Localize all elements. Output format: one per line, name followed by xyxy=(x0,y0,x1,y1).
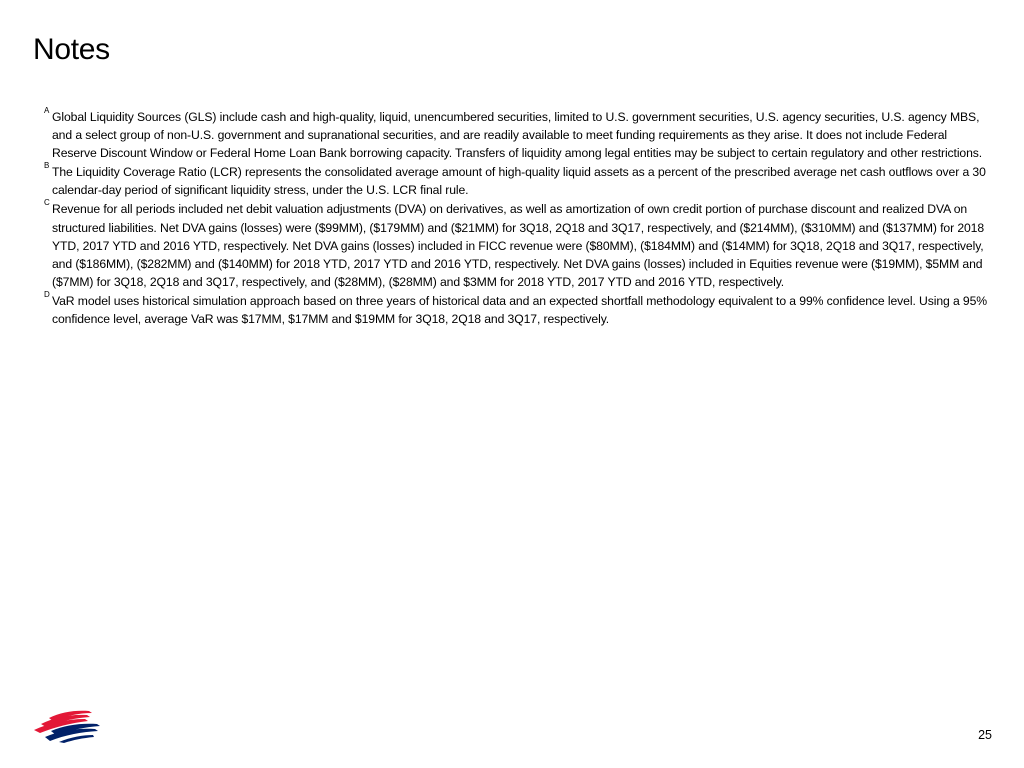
page-number: 25 xyxy=(978,728,992,742)
note-c xyxy=(44,200,989,290)
notes-list xyxy=(44,108,989,329)
note-text: VaR model uses historical simulation approach based on three years of historical data and an expected shortfall methodology equivalent to a 99% confidence level. Using a 95% confidence level, average VaR was $17MM, $17MM and $19MM for 3Q18, 2Q18 and 3Q17, respectively. xyxy=(52,293,988,327)
note-a xyxy=(44,108,989,162)
note-marker: B xyxy=(44,161,50,171)
note-marker: C xyxy=(44,198,50,208)
note-marker: D xyxy=(44,289,50,299)
note-marker: A xyxy=(44,106,50,115)
note-text: The Liquidity Coverage Ratio (LCR) represents the consolidated average amount of high-quality liquid assets as a percent of the prescribed average net cash outflows over a 30 calendar-day period of significant liquidity stress, under the U.S. LCR final rule. xyxy=(52,165,986,198)
note-d xyxy=(44,289,989,328)
note-text: Global Liquidity Sources (GLS) include cash and high-quality, liquid, unencumbered securities, limited to U.S. government securities, U.S. agency securities, U.S. agency MBS, and a select group of non-U.S. government and supranational securities, and are readily available to meet funding requirements as they arise. It does not include Federal Reserve Discount Window or Federal Home Loan Bank borrowing capacity. Transfers of liquidity among legal entities may be subject to certain regulatory and other restrictions. xyxy=(52,110,983,161)
note-text: Revenue for all periods included net debit valuation adjustments (DVA) on derivatives, as well as amortization of own credit portion of purchase discount and realized DVA on structured liabilities. Net DVA gains (losses) were ($99MM), ($179MM) and ($21MM) for 3Q18, 2Q18 and 3Q17, respectively, and ($214MM), ($310MM) and ($137MM) for 2018 YTD, 2017 YTD and 2016 YTD, respectively. Net DVA gains (losses) included in FICC revenue were ($80MM), ($184MM) and ($14MM) for 3Q18, 2Q18 and 3Q17, respectively, and ($186MM), ($282MM) and ($140MM) for 2018 YTD, 2017 YTD and 2016 YTD, respectively. Net DVA gains (losses) included in Equities revenue were ($19MM), $5MM and ($7MM) for 3Q18, 2Q18 and 3Q17, respectively, and ($28MM), ($28MM) and $3MM for 2018 YTD, 2017 YTD and 2016 YTD, respectively. xyxy=(52,202,985,289)
page-title: Notes xyxy=(33,33,110,66)
bank-flag-logo-icon xyxy=(31,706,103,744)
note-b xyxy=(44,163,989,199)
